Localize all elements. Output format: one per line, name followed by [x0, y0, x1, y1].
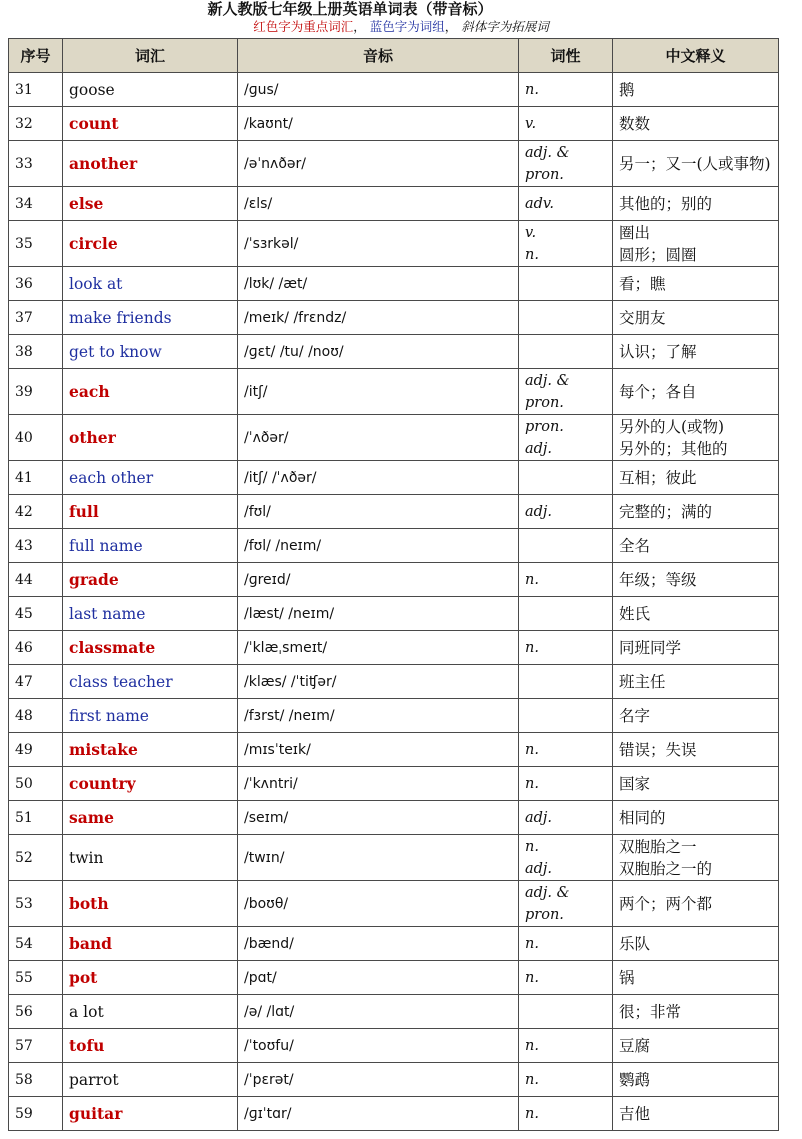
legend-blue-note: 蓝色字为词组: [369, 19, 445, 34]
vocab-word: goose: [63, 73, 238, 107]
chinese-meaning: [613, 733, 779, 767]
chinese-meaning: [613, 107, 779, 141]
part-of-speech: [519, 801, 613, 835]
part-of-speech-line: adj.: [525, 503, 553, 520]
chinese-meaning-line: 另外的人(或物): [619, 417, 725, 436]
phonetic-transcription: /ɡus/: [238, 73, 519, 107]
chinese-meaning-line: 另外的；其他的: [619, 439, 728, 458]
phonetic-transcription: /ˈsɜrkəl/: [238, 221, 519, 267]
chinese-meaning: [613, 335, 779, 369]
vocab-word: a lot: [63, 995, 238, 1029]
part-of-speech-line: pron.: [525, 906, 564, 923]
vocab-word: each other: [63, 461, 238, 495]
chinese-meaning: [613, 301, 779, 335]
chinese-meaning-line: 名字: [619, 706, 651, 725]
phonetic-transcription: /twɪn/: [238, 835, 519, 881]
chinese-meaning: [613, 221, 779, 267]
part-of-speech: [519, 961, 613, 995]
part-of-speech: [519, 597, 613, 631]
chinese-meaning-line: 交朋友: [619, 308, 666, 327]
part-of-speech: [519, 461, 613, 495]
chinese-meaning: [613, 529, 779, 563]
vocab-word: make friends: [63, 301, 238, 335]
table-row: [9, 665, 779, 699]
table-row: [9, 369, 779, 415]
part-of-speech-line: n.: [525, 935, 539, 952]
part-of-speech: [519, 221, 613, 267]
row-number: 55: [9, 961, 63, 995]
row-number: 34: [9, 187, 63, 221]
chinese-meaning-line: 其他的；别的: [619, 194, 713, 213]
phonetic-transcription: /ˈkʌntri/: [238, 767, 519, 801]
row-number: 48: [9, 699, 63, 733]
vocab-word: guitar: [63, 1097, 238, 1131]
chinese-meaning-line: 相同的: [619, 808, 666, 827]
vocab-word: grade: [63, 563, 238, 597]
phonetic-transcription: /seɪm/: [238, 801, 519, 835]
vocab-word: class teacher: [63, 665, 238, 699]
part-of-speech: [519, 369, 613, 415]
chinese-meaning-line: 同班同学: [619, 638, 682, 657]
chinese-meaning-line: 双胞胎之一的: [619, 859, 713, 878]
header-phonetic: 音标: [238, 39, 519, 73]
part-of-speech: [519, 563, 613, 597]
chinese-meaning: [613, 665, 779, 699]
chinese-meaning-line: 锅: [619, 968, 635, 987]
phonetic-transcription: /ˈklæˌsmeɪt/: [238, 631, 519, 665]
vocab-word: first name: [63, 699, 238, 733]
part-of-speech-line: pron.: [525, 418, 564, 435]
vocab-word: same: [63, 801, 238, 835]
row-number: 36: [9, 267, 63, 301]
part-of-speech: [519, 699, 613, 733]
chinese-meaning: [613, 141, 779, 187]
table-row: [9, 733, 779, 767]
vocab-word: circle: [63, 221, 238, 267]
phonetic-transcription: /ɡreɪd/: [238, 563, 519, 597]
page-title: 新人教版七年级上册英语单词表（带音标）: [207, 0, 493, 18]
chinese-meaning: [613, 995, 779, 1029]
row-number: 54: [9, 927, 63, 961]
part-of-speech-line: n.: [525, 969, 539, 986]
chinese-meaning-line: 乐队: [619, 934, 651, 953]
part-of-speech-line: adj.: [525, 860, 553, 877]
row-number: 31: [9, 73, 63, 107]
phonetic-transcription: /pɑt/: [238, 961, 519, 995]
row-number: 44: [9, 563, 63, 597]
chinese-meaning: [613, 961, 779, 995]
chinese-meaning-line: 姓氏: [619, 604, 651, 623]
part-of-speech: [519, 767, 613, 801]
table-row: [9, 767, 779, 801]
vocab-word: both: [63, 881, 238, 927]
phonetic-transcription: /ə/ /lɑt/: [238, 995, 519, 1029]
part-of-speech-line: adj. &: [525, 144, 570, 161]
part-of-speech-line: pron.: [525, 166, 564, 183]
part-of-speech: [519, 335, 613, 369]
table-row: [9, 1097, 779, 1131]
phonetic-transcription: /itʃ/ /ˈʌðər/: [238, 461, 519, 495]
phonetic-transcription: /boʊθ/: [238, 881, 519, 927]
part-of-speech: [519, 73, 613, 107]
part-of-speech: [519, 529, 613, 563]
part-of-speech-line: v.: [525, 224, 537, 241]
vocab-word: other: [63, 415, 238, 461]
chinese-meaning-line: 年级；等级: [619, 570, 697, 589]
vocab-word: classmate: [63, 631, 238, 665]
chinese-meaning: [613, 631, 779, 665]
vocab-word: else: [63, 187, 238, 221]
table-row: [9, 187, 779, 221]
table-row: [9, 699, 779, 733]
part-of-speech-line: n.: [525, 639, 539, 656]
part-of-speech: [519, 141, 613, 187]
phonetic-transcription: /itʃ/: [238, 369, 519, 415]
table-row: [9, 631, 779, 665]
chinese-meaning-line: 很；非常: [619, 1002, 682, 1021]
phonetic-transcription: /ˈpɛrət/: [238, 1063, 519, 1097]
chinese-meaning: [613, 835, 779, 881]
table-row: [9, 961, 779, 995]
row-number: 53: [9, 881, 63, 927]
header-number: 序号: [9, 39, 63, 73]
table-row: [9, 1029, 779, 1063]
vocab-word: count: [63, 107, 238, 141]
phonetic-transcription: /ˈtoʊfu/: [238, 1029, 519, 1063]
part-of-speech: [519, 1029, 613, 1063]
vocab-word: full name: [63, 529, 238, 563]
chinese-meaning-line: 圆形；圆圈: [619, 245, 697, 264]
table-row: [9, 927, 779, 961]
chinese-meaning-line: 两个；两个都: [619, 894, 713, 913]
chinese-meaning: [613, 1029, 779, 1063]
table-row: [9, 1063, 779, 1097]
table-row: [9, 107, 779, 141]
vocab-word: last name: [63, 597, 238, 631]
vocab-word: another: [63, 141, 238, 187]
vocab-word: parrot: [63, 1063, 238, 1097]
part-of-speech: [519, 415, 613, 461]
part-of-speech-line: adj. &: [525, 372, 570, 389]
chinese-meaning-line: 每个；各自: [619, 382, 697, 401]
legend-separator: ，: [353, 19, 366, 34]
part-of-speech: [519, 665, 613, 699]
table-row: [9, 529, 779, 563]
part-of-speech-line: n.: [525, 741, 539, 758]
part-of-speech: [519, 1097, 613, 1131]
table-row: [9, 995, 779, 1029]
part-of-speech: [519, 267, 613, 301]
part-of-speech-line: adv.: [525, 195, 555, 212]
row-number: 32: [9, 107, 63, 141]
vocab-word: each: [63, 369, 238, 415]
chinese-meaning: [613, 881, 779, 927]
row-number: 51: [9, 801, 63, 835]
table-row: [9, 801, 779, 835]
chinese-meaning-line: 数数: [619, 114, 651, 133]
row-number: 35: [9, 221, 63, 267]
table-row: [9, 495, 779, 529]
table-row: [9, 415, 779, 461]
row-number: 56: [9, 995, 63, 1029]
phonetic-transcription: /bænd/: [238, 927, 519, 961]
chinese-meaning: [613, 801, 779, 835]
phonetic-transcription: /klæs/ /ˈtiʧər/: [238, 665, 519, 699]
row-number: 33: [9, 141, 63, 187]
row-number: 37: [9, 301, 63, 335]
vocab-word: country: [63, 767, 238, 801]
part-of-speech-line: n.: [525, 838, 539, 855]
part-of-speech-line: n.: [525, 246, 539, 263]
vocab-word: get to know: [63, 335, 238, 369]
row-number: 45: [9, 597, 63, 631]
table-row: [9, 881, 779, 927]
chinese-meaning-line: 豆腐: [619, 1036, 651, 1055]
vocab-word: tofu: [63, 1029, 238, 1063]
part-of-speech: [519, 733, 613, 767]
chinese-meaning-line: 双胞胎之一: [619, 837, 697, 856]
table-row: [9, 73, 779, 107]
chinese-meaning: [613, 187, 779, 221]
part-of-speech-line: n.: [525, 81, 539, 98]
chinese-meaning-line: 另一；又一(人或事物): [619, 154, 771, 173]
part-of-speech-line: n.: [525, 1071, 539, 1088]
chinese-meaning-line: 圈出: [619, 223, 651, 242]
chinese-meaning: [613, 73, 779, 107]
part-of-speech-line: n.: [525, 1105, 539, 1122]
row-number: 49: [9, 733, 63, 767]
part-of-speech: [519, 495, 613, 529]
phonetic-transcription: /meɪk/ /frɛndz/: [238, 301, 519, 335]
phonetic-transcription: /mɪsˈteɪk/: [238, 733, 519, 767]
chinese-meaning: [613, 767, 779, 801]
part-of-speech-line: n.: [525, 571, 539, 588]
header-chinese-meaning: 中文释义: [613, 39, 779, 73]
row-number: 41: [9, 461, 63, 495]
chinese-meaning-line: 错误；失误: [619, 740, 697, 759]
phonetic-transcription: /kaʊnt/: [238, 107, 519, 141]
legend-italic-note: 斜体字为拓展词: [461, 19, 549, 34]
phonetic-transcription: /ɛls/: [238, 187, 519, 221]
row-number: 40: [9, 415, 63, 461]
row-number: 38: [9, 335, 63, 369]
row-number: 42: [9, 495, 63, 529]
phonetic-transcription: /fɜrst/ /neɪm/: [238, 699, 519, 733]
phonetic-transcription: /lʊk/ /æt/: [238, 267, 519, 301]
part-of-speech-line: n.: [525, 1037, 539, 1054]
phonetic-transcription: /ɡɛt/ /tu/ /noʊ/: [238, 335, 519, 369]
header-word: 词汇: [63, 39, 238, 73]
phonetic-transcription: /læst/ /neɪm/: [238, 597, 519, 631]
row-number: 43: [9, 529, 63, 563]
chinese-meaning-line: 国家: [619, 774, 651, 793]
phonetic-transcription: /fʊl/: [238, 495, 519, 529]
row-number: 57: [9, 1029, 63, 1063]
chinese-meaning-line: 班主任: [619, 672, 666, 691]
table-row: [9, 335, 779, 369]
part-of-speech: [519, 631, 613, 665]
chinese-meaning-line: 吉他: [619, 1104, 651, 1123]
phonetic-transcription: /ɡɪˈtɑr/: [238, 1097, 519, 1131]
vocab-word: twin: [63, 835, 238, 881]
chinese-meaning: [613, 699, 779, 733]
table-row: [9, 267, 779, 301]
part-of-speech: [519, 927, 613, 961]
row-number: 46: [9, 631, 63, 665]
chinese-meaning-line: 互相；彼此: [619, 468, 697, 487]
vocab-word: band: [63, 927, 238, 961]
chinese-meaning-line: 认识；了解: [619, 342, 697, 361]
phonetic-transcription: /əˈnʌðər/: [238, 141, 519, 187]
chinese-meaning: [613, 267, 779, 301]
part-of-speech: [519, 187, 613, 221]
legend-separator: ，: [444, 19, 458, 34]
part-of-speech-line: adj.: [525, 440, 553, 457]
row-number: 58: [9, 1063, 63, 1097]
chinese-meaning: [613, 1063, 779, 1097]
chinese-meaning: [613, 563, 779, 597]
phonetic-transcription: /fʊl/ /neɪm/: [238, 529, 519, 563]
phonetic-transcription: /ˈʌðər/: [238, 415, 519, 461]
table-row: [9, 597, 779, 631]
chinese-meaning-line: 看；瞧: [619, 274, 666, 293]
table-row: [9, 141, 779, 187]
vocabulary-table: [8, 38, 779, 1131]
vocab-word: pot: [63, 961, 238, 995]
part-of-speech: [519, 301, 613, 335]
chinese-meaning: [613, 495, 779, 529]
part-of-speech-line: pron.: [525, 394, 564, 411]
part-of-speech-line: v.: [525, 115, 537, 132]
table-row: [9, 461, 779, 495]
chinese-meaning-line: 鹅: [619, 80, 635, 99]
row-number: 59: [9, 1097, 63, 1131]
row-number: 52: [9, 835, 63, 881]
vocab-word: mistake: [63, 733, 238, 767]
part-of-speech-line: adj.: [525, 809, 553, 826]
chinese-meaning-line: 完整的；满的: [619, 502, 713, 521]
chinese-meaning-line: 鹦鹉: [619, 1070, 651, 1089]
part-of-speech: [519, 107, 613, 141]
chinese-meaning: [613, 597, 779, 631]
chinese-meaning: [613, 415, 779, 461]
vocab-word: full: [63, 495, 238, 529]
part-of-speech-line: adj. &: [525, 884, 570, 901]
color-legend: [0, 19, 802, 35]
table-row: [9, 221, 779, 267]
chinese-meaning: [613, 927, 779, 961]
part-of-speech: [519, 835, 613, 881]
chinese-meaning: [613, 369, 779, 415]
legend-red-note: 红色字为重点词汇: [253, 19, 354, 34]
chinese-meaning-line: 全名: [619, 536, 651, 555]
part-of-speech: [519, 995, 613, 1029]
table-body: [9, 73, 779, 1131]
row-number: 39: [9, 369, 63, 415]
row-number: 47: [9, 665, 63, 699]
table-row: [9, 563, 779, 597]
table-row: [9, 835, 779, 881]
row-number: 50: [9, 767, 63, 801]
part-of-speech-line: n.: [525, 775, 539, 792]
header-part-of-speech: 词性: [519, 39, 613, 73]
table-row: [9, 301, 779, 335]
part-of-speech: [519, 1063, 613, 1097]
table-header-row: [9, 39, 779, 73]
chinese-meaning: [613, 1097, 779, 1131]
chinese-meaning: [613, 461, 779, 495]
vocab-word: look at: [63, 267, 238, 301]
part-of-speech: [519, 881, 613, 927]
